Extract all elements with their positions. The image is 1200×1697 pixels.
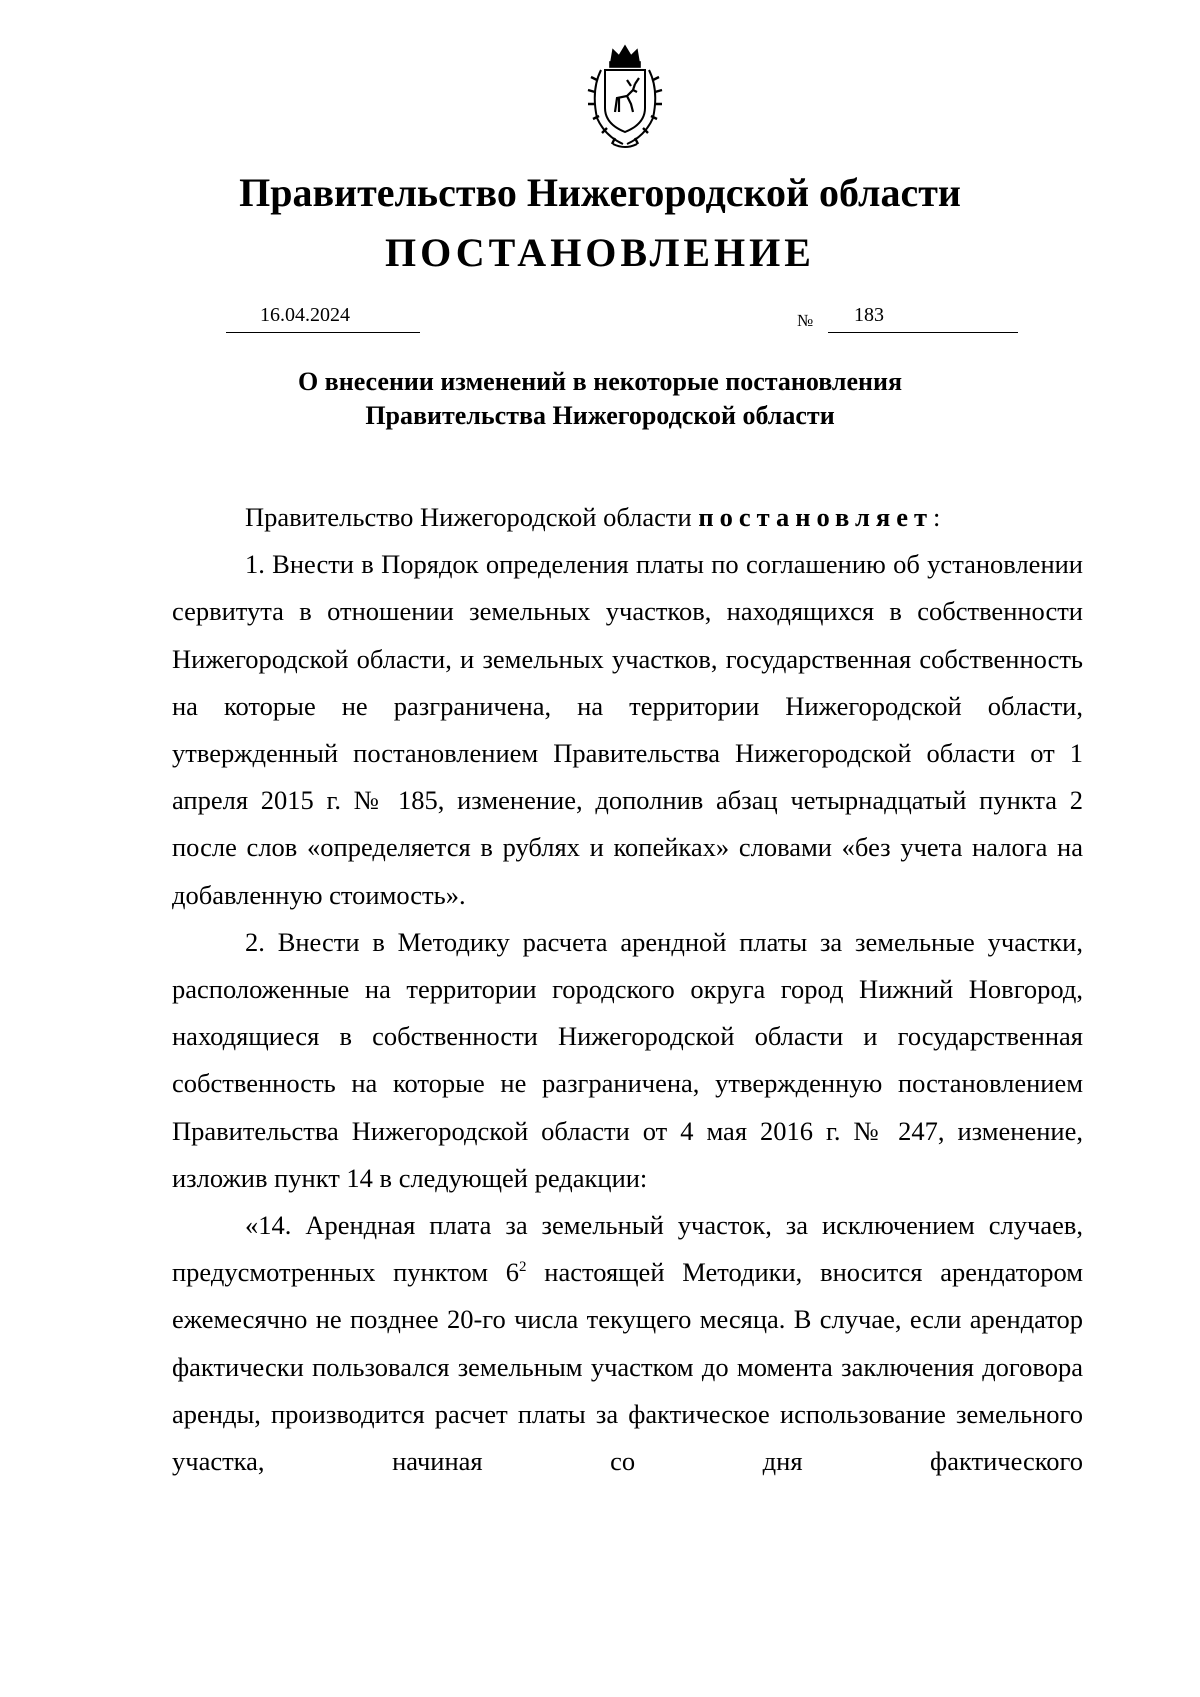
document-type: ПОСТАНОВЛЕНИЕ bbox=[385, 230, 815, 275]
subject-line-2: Правительства Нижегородской области bbox=[365, 401, 835, 430]
coat-of-arms-emblem bbox=[575, 40, 675, 152]
preamble bbox=[172, 494, 1083, 541]
number-value: 183 bbox=[854, 304, 884, 326]
paragraph-2: 2. Внести в Методику расчета арендной платы за земельные участки, расположенные на территории городского округа город Нижний Новгород, находящиеся в собственности Нижегородской области и государственная собственность на которые не разграничена, утвержденную постановлением Правительства Нижегородской области от 4 мая 2016 г. № 247, изменение, изложив пункт 14 в следующей редакции: bbox=[172, 926, 1083, 1193]
government-title: Правительство Нижегородской области bbox=[239, 170, 961, 215]
number-sign: № bbox=[797, 311, 814, 330]
number-field bbox=[828, 302, 1018, 333]
paragraph-1: 1. Внести в Порядок определения платы по соглашению об установлении сервитута в отношении земельных участков, находящихся в собственности Нижегородской области, и земельных участков, государственная собственность на которые не разграничена, на территории Нижегородской области, утвержденный постановлением Правительства Нижегородской области от 1 апреля 2015 г. № 185, изменение, дополнив абзац четырнадцатый пункта 2 после слов «определяется в рублях и копейках» словами «без учета налога на добавленную стоимость». bbox=[172, 549, 1083, 910]
date-field bbox=[226, 302, 420, 333]
preamble-end: : bbox=[933, 502, 941, 532]
paragraph-3-start: «14. Арендная плата за земельный участок, за исключением случаев, предусмотренных пунктом 6 bbox=[172, 1210, 1083, 1288]
document-subject bbox=[0, 365, 1200, 433]
date-value: 16.04.2024 bbox=[260, 304, 350, 326]
preamble-start: Правительство Нижегородской области bbox=[245, 502, 699, 532]
paragraph-3-superscript: 2 bbox=[519, 1259, 527, 1276]
paragraph-3 bbox=[172, 1202, 1083, 1485]
paragraph-3-end: настоящей Методики, вносится арендатором ежемесячно не позднее 20-го числа текущего месяца. В случае, если арендатор фактически пользовался земельным участком до момента заключения договора аренды, производится расчет платы за фактическое использование земельного участка, начиная со дня фактического bbox=[172, 1257, 1083, 1477]
document-body bbox=[172, 494, 1083, 1485]
preamble-verb: постановляет bbox=[698, 502, 934, 532]
subject-line-1: О внесении изменений в некоторые постановления bbox=[297, 367, 903, 396]
